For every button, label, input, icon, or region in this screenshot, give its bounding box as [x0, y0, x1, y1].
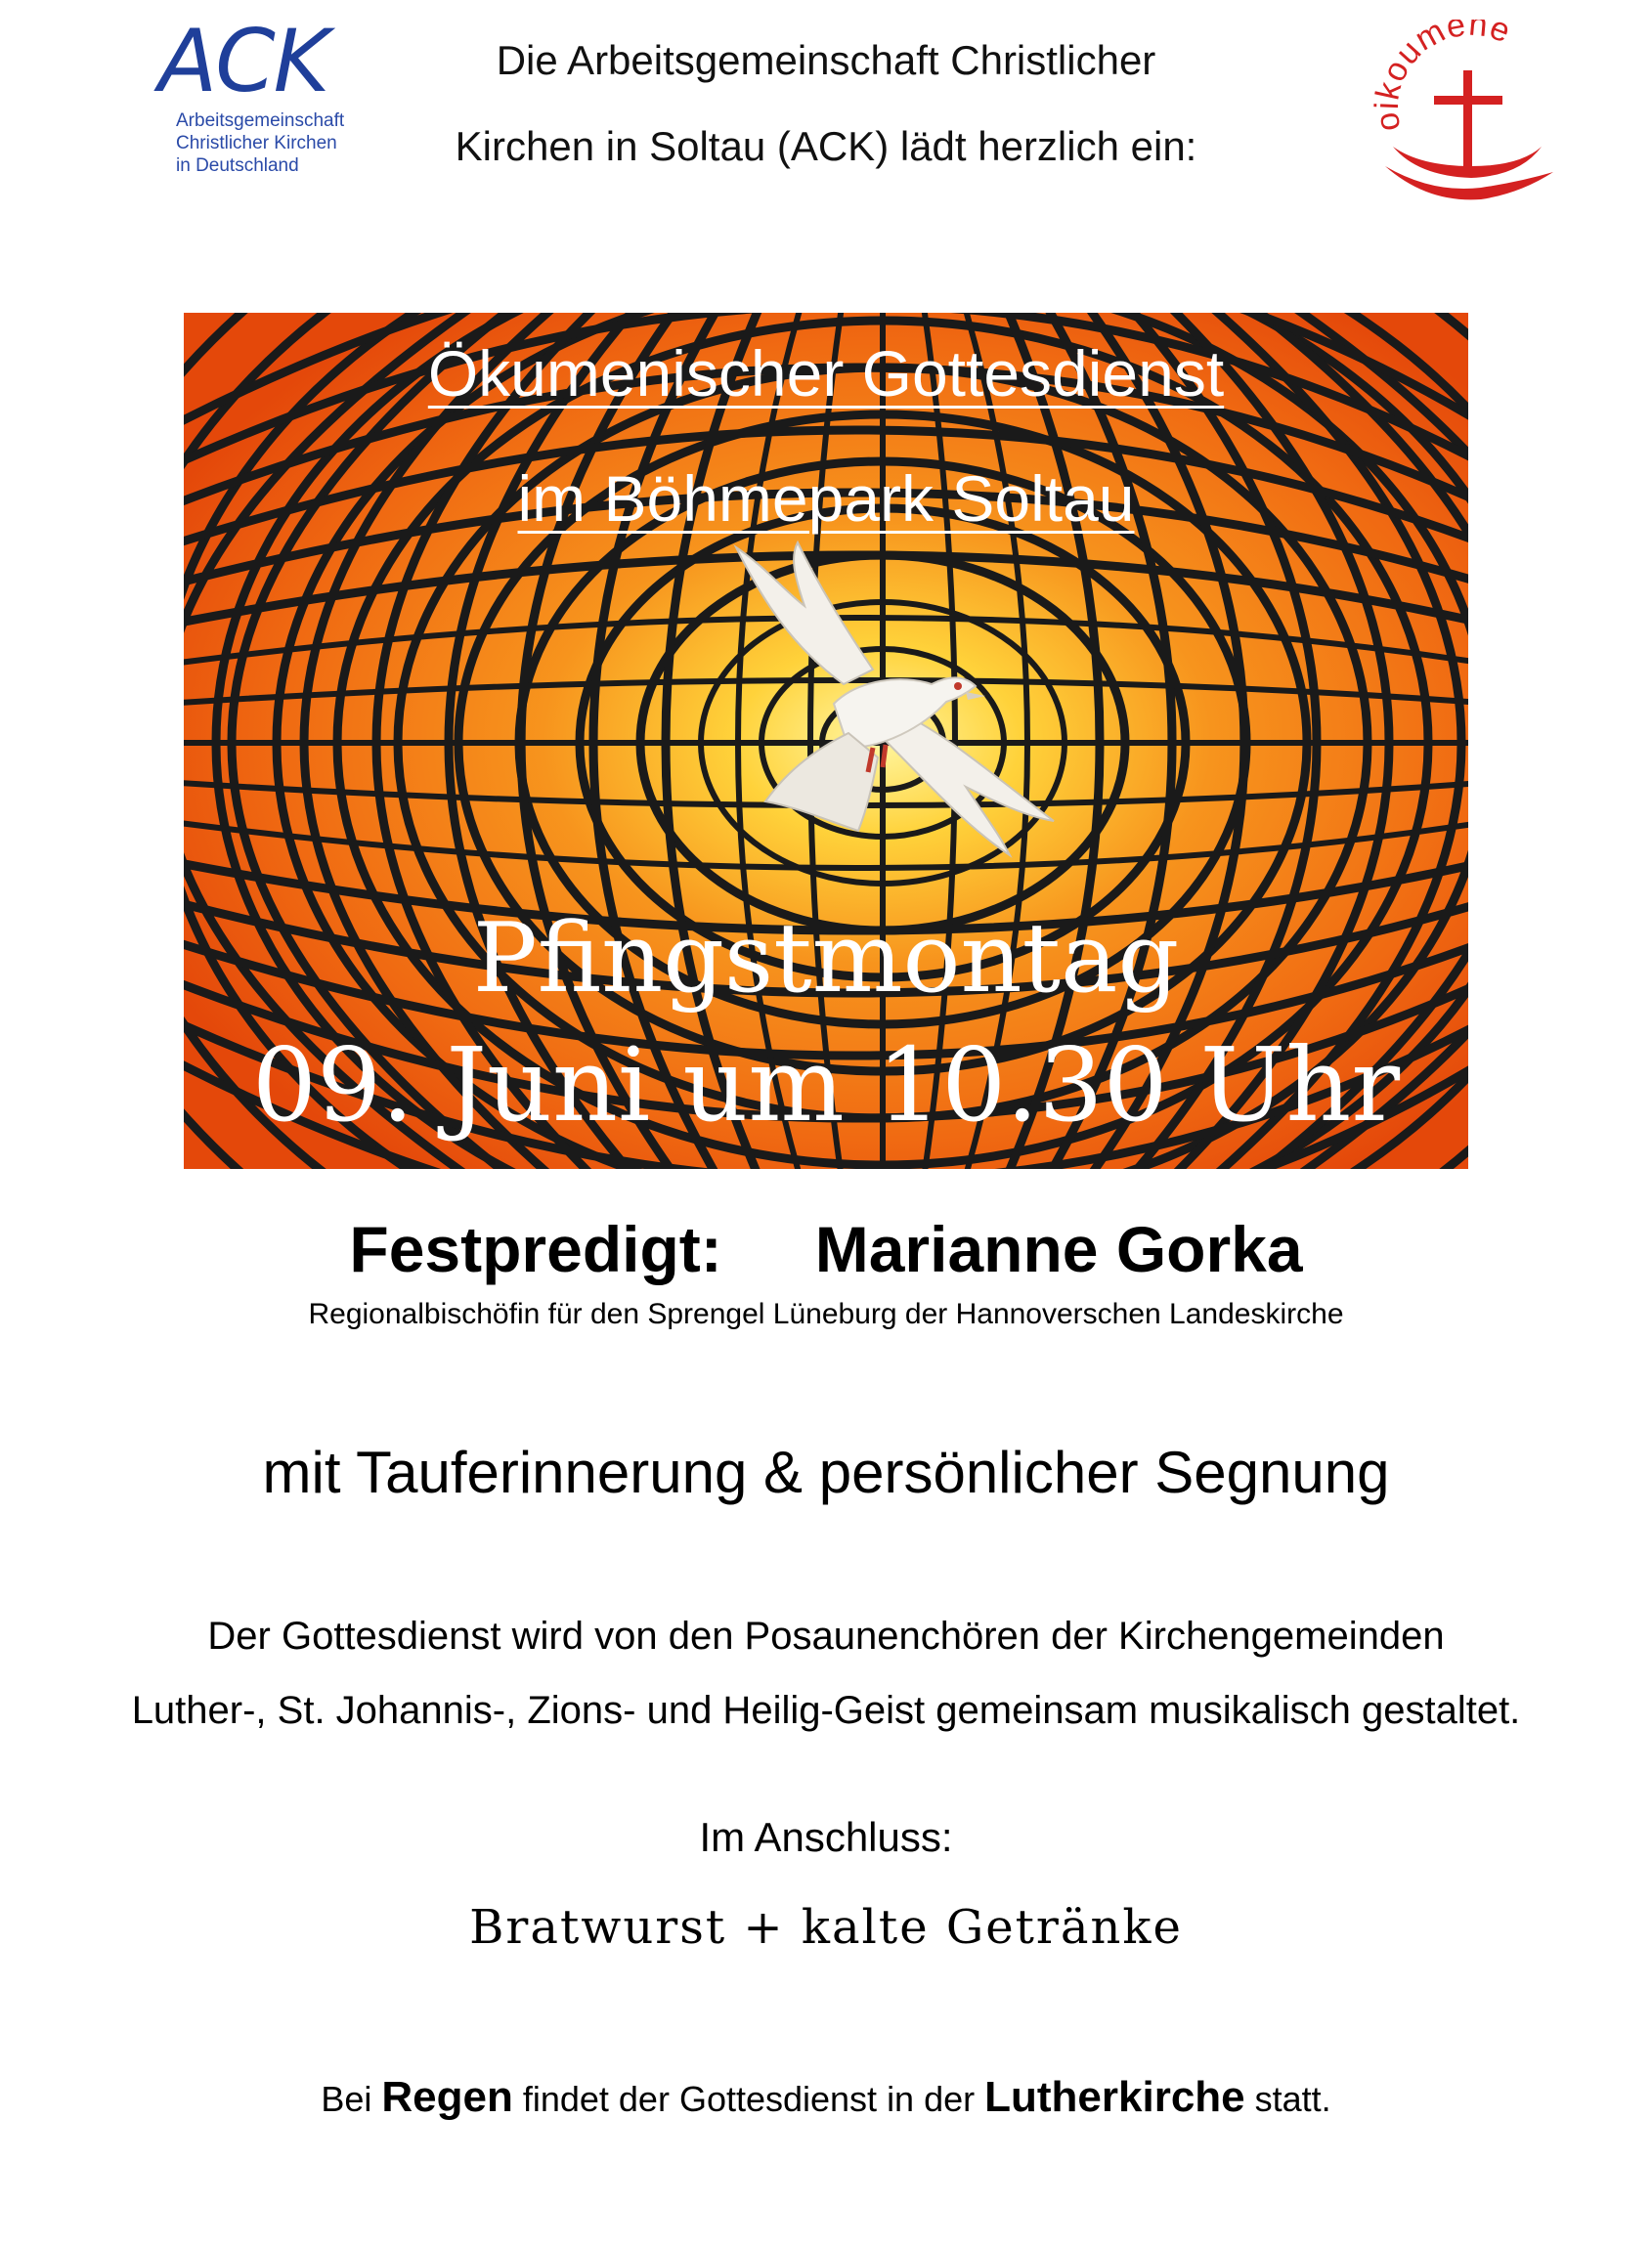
afterwards-label: Im Anschluss: — [699, 1814, 953, 1860]
rain-note-suffix: statt. — [1244, 2079, 1331, 2119]
invitation-line-2: Kirchen in Soltau (ACK) lädt herzlich ein: — [455, 123, 1197, 169]
event-date-time: 09. Juni um 10.30 Uhr — [251, 1025, 1401, 1145]
ack-logo-caption — [176, 109, 344, 177]
ack-logo — [147, 11, 381, 176]
invitation-header — [430, 18, 1222, 190]
oikoumene-logo-text: oumene — [1374, 20, 1516, 88]
invitation-line-1: Die Arbeitsgemeinschaft Christlicher — [496, 37, 1156, 83]
rain-note — [0, 2068, 1652, 2129]
event-banner — [184, 313, 1468, 1169]
music-info — [0, 1599, 1652, 1748]
service-highlight: mit Tauferinnerung & persönlicher Segnung — [262, 1440, 1390, 1505]
ack-logo-line: Arbeitsgemeinschaft — [176, 110, 345, 131]
ack-logo-line: in Deutschland — [176, 155, 299, 176]
preacher-row — [0, 1210, 1652, 1288]
music-info-line-1: Der Gottesdienst wird von den Posaunenchören der Kirchengemeinden — [207, 1615, 1445, 1658]
dove-icon — [673, 538, 1083, 880]
afterwards-food: Bratwurst + kalte Getränke — [469, 1900, 1183, 1955]
svg-text:oikoumene — [1373, 20, 1516, 134]
ack-logo-letters: ACK — [158, 11, 328, 111]
rain-note-church: Lutherkirche — [984, 2073, 1245, 2121]
preacher-label: Festpredigt: — [349, 1213, 722, 1285]
rain-note-middle: findet der Gottesdienst in der — [512, 2079, 985, 2119]
preacher-role: Regionalbischöfin für den Sprengel Lüneburg der Hannoverschen Landeskirche — [308, 1298, 1344, 1330]
event-title-line-2: im Böhmepark Soltau — [517, 462, 1135, 535]
rain-note-keyword: Regen — [381, 2073, 513, 2121]
ack-logo-line: Christlicher Kirchen — [176, 133, 337, 153]
music-info-line-2: Luther-, St. Johannis-, Zions- und Heilig-Geist gemeinsam musikalisch gestaltet. — [131, 1689, 1521, 1732]
event-day: Pfingstmontag — [472, 903, 1180, 1015]
event-title-line-1: Ökumenischer Gottesdienst — [427, 337, 1225, 410]
oikoumene-logo — [1373, 20, 1564, 205]
preacher-name: Marianne Gorka — [814, 1213, 1303, 1285]
oikoumene-cross-boat-icon — [1373, 20, 1564, 205]
rain-note-prefix: Bei — [321, 2079, 382, 2119]
